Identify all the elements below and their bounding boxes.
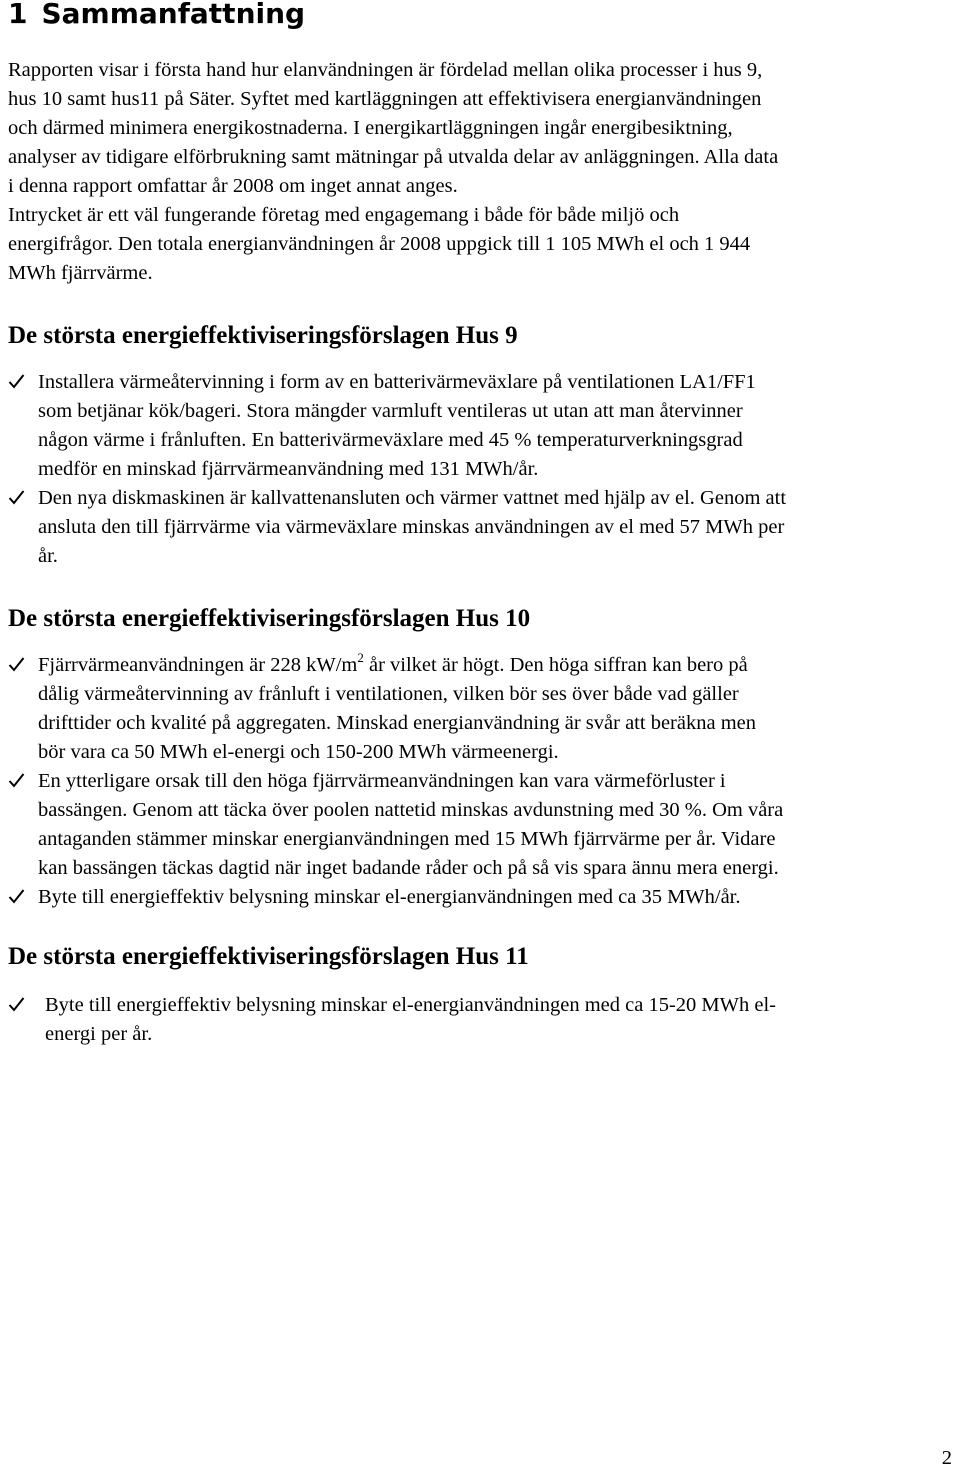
check-icon: [8, 484, 28, 513]
text-line: MWh fjärrvärme.: [8, 262, 153, 284]
text-fragment: Fjärrvärmeanvändningen är 228 kW/m: [38, 654, 358, 676]
page-number: 2: [941, 1447, 952, 1469]
check-icon: [8, 883, 28, 912]
text-line: Intrycket är ett väl fungerande företag med engagemang i både för både miljö och: [8, 204, 680, 226]
section-heading-hus9: De största energieffektiviseringsförslagen Hus 9: [8, 322, 518, 349]
hus9-proposal-list: [8, 368, 958, 571]
check-icon: [8, 991, 28, 1020]
text-line: som betjänar kök/bageri. Stora mängder varmluft ventileras ut utan att man återvinner: [38, 400, 743, 422]
check-icon: [8, 651, 28, 680]
text-line: Den nya diskmaskinen är kallvattenansluten och värmer vattnet med hjälp av el. Genom att: [38, 487, 787, 509]
text-line: Byte till energieffektiv belysning minskar el-energianvändningen med ca 15-20 MWh el-: [45, 994, 776, 1016]
text-line: någon värme i frånluften. En batterivärmeväxlare med 45 % temperaturverkningsgrad: [38, 429, 743, 451]
text-line: energi per år.: [45, 1023, 153, 1045]
list-item: [8, 991, 958, 1049]
chapter-title: [8, 0, 305, 34]
list-item: [8, 484, 958, 571]
text-line: bassängen. Genom att täcka över poolen nattetid minskas avdunstning med 30 %. Om våra: [38, 799, 784, 821]
superscript: 2: [357, 650, 364, 665]
list-item: [8, 368, 958, 484]
hus10-proposal-list: [8, 651, 958, 912]
text-line: och därmed minimera energikostnaderna. I energikartläggningen ingår energibesiktning,: [8, 117, 733, 139]
section-heading-hus11: De största energieffektiviseringsförslagen Hus 11: [8, 943, 529, 970]
text-line: år.: [38, 545, 58, 567]
text-line: antaganden stämmer minskar energianvändningen med 15 MWh fjärrvärme per år. Vidare: [38, 828, 776, 850]
text-line: analyser av tidigare elförbrukning samt mätningar på utvalda delar av anläggningen. Alla data: [8, 146, 779, 168]
text-line: energifrågor. Den totala energianvändningen år 2008 uppgick till 1 105 MWh el och 1 944: [8, 233, 751, 255]
text-line: kan bassängen täckas dagtid när inget badande råder och på så vis spara ännu mera energi.: [38, 857, 779, 879]
list-item: [8, 883, 958, 912]
check-icon: [8, 767, 28, 796]
text-line: hus 10 samt hus11 på Säter. Syftet med kartläggningen att effektivisera energianvändningen: [8, 88, 762, 110]
text-line: dålig värmeåtervinning av frånluft i ventilationen, vilken bör ses över både vad gäller: [38, 683, 739, 705]
section-heading-hus10: De största energieffektiviseringsförslagen Hus 10: [8, 605, 531, 632]
text-line: Byte till energieffektiv belysning minskar el-energianvändningen med ca 35 MWh/år.: [38, 886, 741, 908]
chapter-number: 1: [8, 0, 28, 30]
text-line: bör vara ca 50 MWh el-energi och 150-200 MWh värmeenergi.: [38, 741, 559, 763]
text-line: En ytterligare orsak till den höga fjärrvärmeanvändningen kan vara värmeförluster i: [38, 770, 726, 792]
text-fragment: år vilket är högt. Den höga siffran kan bero på: [363, 654, 748, 676]
text-line: i denna rapport omfattar år 2008 om inget annat anges.: [8, 175, 458, 197]
check-icon: [8, 368, 28, 397]
hus11-proposal-list: [8, 991, 958, 1049]
intro-paragraph: [8, 56, 958, 288]
text-line: ansluta den till fjärrvärme via värmeväxlare minskas användningen av el med 57 MWh per: [38, 516, 785, 538]
list-item: [8, 651, 958, 767]
text-line: Rapporten visar i första hand hur elanvändningen är fördelad mellan olika processer i hus 9,: [8, 59, 763, 81]
text-line: Installera värmeåtervinning i form av en batterivärmeväxlare på ventilationen LA1/FF1: [38, 371, 756, 393]
chapter-title-text: Sammanfattning: [41, 0, 306, 30]
text-line: medför en minskad fjärrvärmeanvändning med 131 MWh/år.: [38, 458, 539, 480]
list-item: [8, 767, 958, 883]
text-line: [38, 651, 958, 680]
text-line: drifttider och kvalité på aggregaten. Minskad energianvändning är svår att beräkna men: [38, 712, 756, 734]
